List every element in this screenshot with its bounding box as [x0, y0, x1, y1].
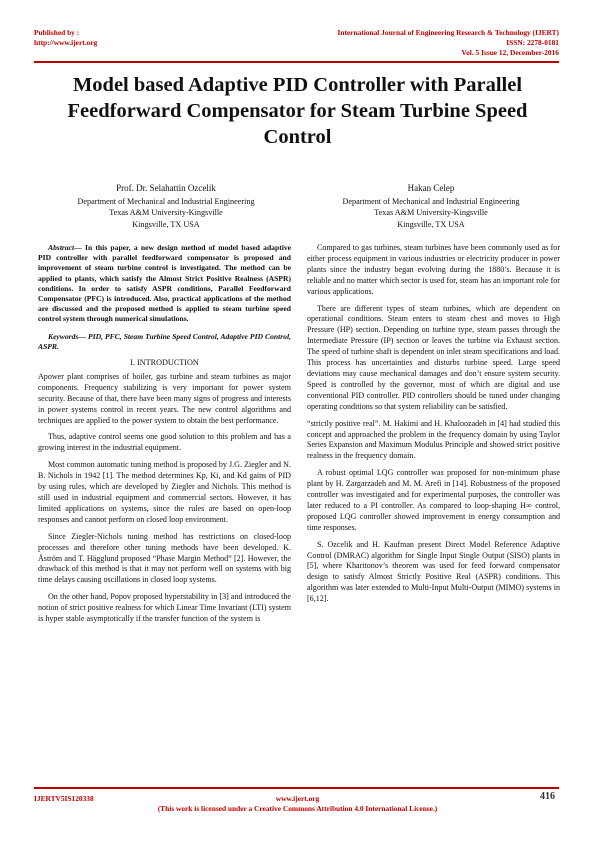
author-city: Kingsville, TX USA — [397, 219, 465, 229]
author-university: Texas A&M University-Kingsville — [374, 208, 488, 218]
body-paragraph: Since Ziegler-Nichols tuning method has restrictions on closed-loop processes and therefore other tuning methods have been developed. K. Åström and T. Hägglund proposed “Phase Margin Method” [2]. However, the drawback of this method is that it may not perform well on systems with big time delays causing oscillations in closed loop systems. — [38, 531, 291, 585]
body-paragraph: S. Ozcelik and H. Kaufman present Direct Model Reference Adaptive Control (DMRAC) algorithm for Single Input Single Output (SISO) plants in [5], where Kharitonov’s theorem was used for feed forward compensator design to satisfy Almost Strictly Positive Real (ASPR) conditions. This algorithm was later extended to Multi-Input Multi-Output (MIMO) systems in [6,12]. — [307, 539, 560, 604]
body-paragraph: A robust optimal LQG controller was proposed for non-minimum phase plant by H. Zargarzadeh and M. M. Arefi in [14]. Robustness of the proposed controller was investigated and for experimental purposes, the controller was later reduced to a PI controller. As compared to loop-shaping H∞ control, proposed LQG controller showed improvement in energy consumption and time responses. — [307, 468, 560, 532]
keywords-text: PID, PFC, Steam Turbine Speed Control, Adaptive PID Control, ASPR. — [38, 331, 291, 351]
body-paragraph: Most common automatic tuning method is proposed by J.G. Ziegler and N. B. Nichols in 1942 [1]. The method determines Kp, Ki, and Kd gains of PID by using rules, which are developed by Ziegler and Nichols. This method is still used in industrial equipment and commercial sectors. However, it has limited applications on systems, since the rules are based on open-loop responses and cannot perform on closed loop environment. — [38, 460, 291, 524]
keywords — [38, 332, 291, 352]
body-paragraph: On the other hand, Popov proposed hyperstability in [3] and introduced the notion of strict positive realness for which Linear Time Invariant (LTI) system is hyper stable asymptotically if the transfer function of the system is — [38, 592, 291, 624]
journal-volume: Vol. 5 Issue 12, December-2016 — [461, 48, 559, 57]
footer-center — [0, 791, 595, 814]
abstract-text: In this paper, a new design method of model based adaptive PID controller with parallel feedforward compensator is proposed and improvement of steam turbine control is investigated. The method can be applied to plants, which satisfy the Almost Strict Positive Realness (ASPR) conditions. In order to satisfy ASPR conditions, Parallel Feedforward Compensator (PFC) is introduced. Also, practical applications of the method are discussed and the proposed method is applied to steam turbine speed control system through numerical simulations. — [38, 243, 291, 324]
section-heading-introduction: I. INTRODUCTION — [130, 358, 199, 368]
paper-title: Model based Adaptive PID Controller with Parallel Feedforward Compensator for Steam Turbine Speed Control — [67, 74, 528, 148]
body-paragraph: There are different types of steam turbines, which are dependent on operational conditions. Steam enters to steam chest and moves to High Pressure (HP) section. Depending on turbine type, steam passes through the Intermediate Pressure (IP) section or leaves the turbine via Exhaust section. The speed of turbine shaft is dependent on inlet steam specifications and load. This process has uncertainties and disturbs turbine speed. Large speed deviations may cause mechanical damages and don’t ensure system security. Speed is controlled by the governor, most of which are digital and use conventional PID controller. PID controllers should be tuned under changing operating conditions so that system reliability can be satisfied. — [307, 303, 560, 411]
page-number: 416 — [540, 791, 555, 802]
right-column — [307, 243, 560, 611]
author-block-2 — [302, 183, 560, 230]
header-publisher — [34, 28, 97, 48]
body-paragraph: “strictly positive real”. M. Hakimi and H. Khaloozadeh in [4] had studied this concept and approached the problem in the frequency domain by using Taylor Series Expansion and Maximum Modulus Principle and showed strict positive realness in the frequency domain. — [307, 418, 560, 461]
footer-url-link[interactable]: www.ijert.org — [275, 794, 320, 803]
author-name: Prof. Dr. Selahattin Ozcelik — [116, 183, 216, 193]
header-journal-info — [337, 28, 559, 58]
published-by-label: Published by : — [34, 28, 80, 37]
abstract — [38, 243, 291, 325]
body-paragraph: Compared to gas turbines, steam turbines have been commonly used as for either process equipment in various industries or electricity producer in power plants since the industry began evolving during the 1880’s. Because it is reliable and no matter which sector is used for, steam has an important role for various applications. — [307, 243, 560, 296]
footer-license: (This work is licensed under a Creative Commons Attribution 4.0 International License.) — [157, 804, 438, 813]
author-dept: Department of Mechanical and Industrial Engineering — [77, 197, 255, 207]
abstract-label: Abstract— — [48, 243, 82, 252]
journal-url-link[interactable]: http://www.ijert.org — [34, 38, 98, 47]
author-name: Hakan Celep — [407, 183, 455, 193]
footer-divider — [34, 787, 559, 789]
author-block-1 — [48, 183, 284, 230]
body-paragraph: Thus, adaptive control seems one good solution to this problem and has a growing interest in the industrial equipment. — [38, 432, 291, 453]
author-dept: Department of Mechanical and Industrial Engineering — [342, 197, 520, 207]
body-paragraph: Apower plant comprises of boiler, gas turbine and steam turbines as major components. Frequency stabilizing is very important for power system security. Because of that, there have been many signs of progress and interests in power systems control in recent years. The new control algorithms and techniques are applied to the power system to obtain the best performance. — [38, 371, 291, 425]
left-column — [38, 243, 291, 631]
header-divider — [34, 61, 559, 63]
author-city: Kingsville, TX USA — [132, 219, 200, 229]
journal-name: International Journal of Engineering Research & Technology (IJERT) — [337, 28, 559, 37]
footer-paper-id: IJERTV5IS120338 — [34, 794, 94, 803]
author-university: Texas A&M University-Kingsville — [109, 208, 223, 218]
journal-issn: ISSN: 2278-0181 — [506, 38, 559, 47]
keywords-label: Keywords— — [48, 331, 86, 341]
